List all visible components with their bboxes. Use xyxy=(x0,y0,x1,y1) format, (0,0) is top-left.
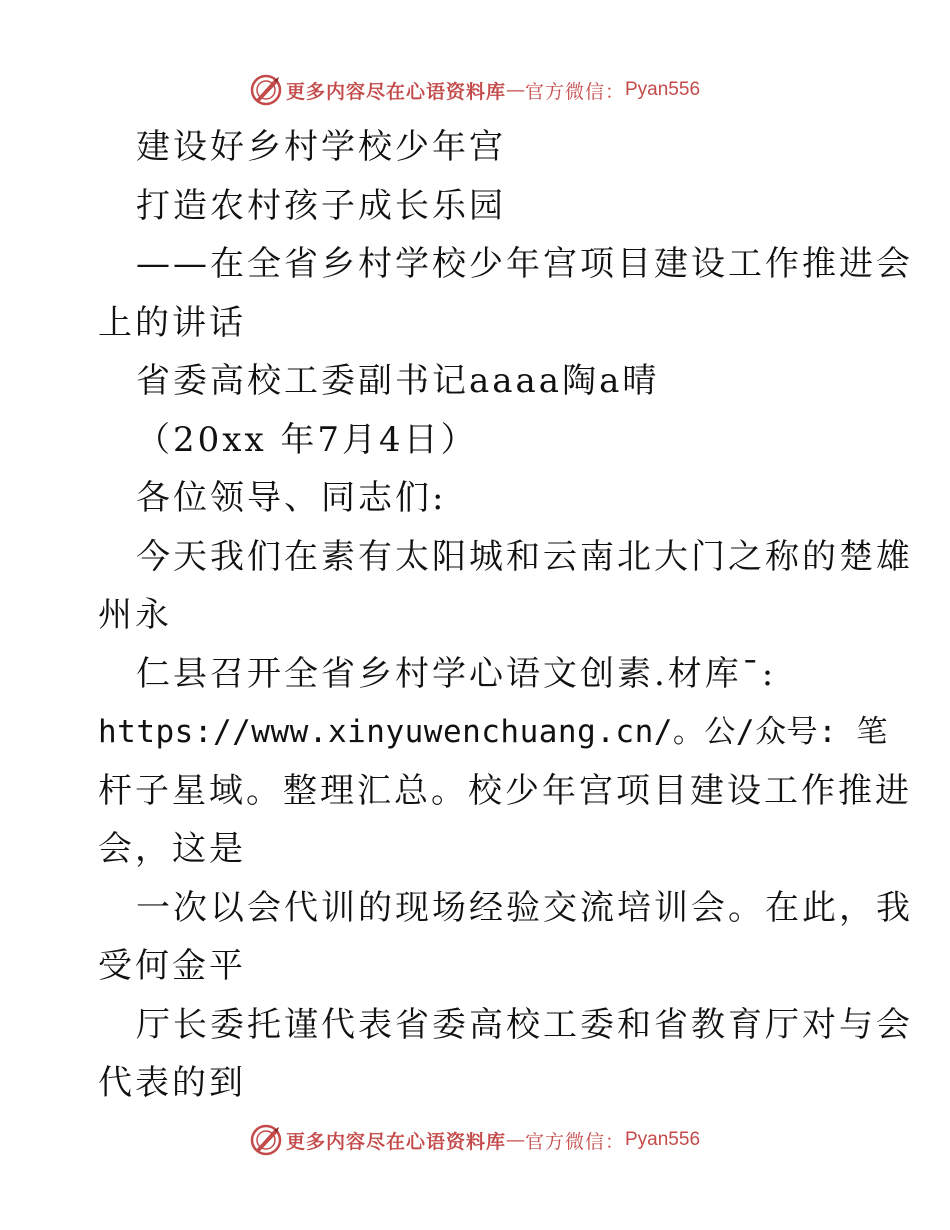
footer-watermark-banner xyxy=(0,1120,950,1160)
paragraph-line: 受何金平 xyxy=(98,946,246,986)
subtitle-line-2: 上的讲话 xyxy=(98,302,246,343)
banner-separator: — xyxy=(505,79,525,101)
quill-logo-icon xyxy=(250,1124,282,1156)
paragraph-line: 厅长委托谨代表省委高校工委和省教育厅对与会 xyxy=(136,1004,913,1045)
paragraph-line: 一次以会代训的现场经验交流培训会。在此，我 xyxy=(136,887,913,928)
date-line: （20xx 年7月4日） xyxy=(136,419,478,460)
header-watermark-banner xyxy=(0,70,950,110)
banner-separator: — xyxy=(505,1129,525,1151)
paragraph-line: 仁县召开全省乡村学心语文创素.材库¯: xyxy=(136,653,777,694)
wechat-id-text: Pyan556 xyxy=(625,1129,701,1150)
quill-logo-icon xyxy=(250,74,282,106)
site-name-text: 更多内容尽在心语资料库 xyxy=(285,1130,506,1153)
speaker-line: 省委高校工委副书记aaaa陶a晴 xyxy=(136,361,660,401)
site-name-text: 更多内容尽在心语资料库 xyxy=(285,80,506,103)
document-body xyxy=(98,118,913,1113)
paragraph-line: 杆子星域。整理汇总。校少年宫项目建设工作推进 xyxy=(98,770,912,811)
wechat-id-text: Pyan556 xyxy=(625,79,701,100)
official-wechat-label: 官方微信： xyxy=(524,1130,625,1153)
paragraph-line: 州永 xyxy=(98,595,172,635)
paragraph-line: 会，这是 xyxy=(98,829,246,869)
paragraph-line: 今天我们在素有太阳城和云南北大门之称的楚雄 xyxy=(136,536,913,577)
official-wechat-label: 官方微信： xyxy=(524,80,625,103)
subtitle-line-1: ——在全省乡村学校少年宫项目建设工作推进会 xyxy=(136,244,913,284)
url-line: https://www.xinyuwenchuang.cn/。公/众号: 笔 xyxy=(98,714,888,750)
salutation-line: 各位领导、同志们: xyxy=(136,478,447,518)
title-line-2: 打造农村孩子成长乐园 xyxy=(136,185,506,226)
title-line-1: 建设好乡村学校少年宫 xyxy=(136,127,506,167)
paragraph-line: 代表的到 xyxy=(98,1063,246,1103)
